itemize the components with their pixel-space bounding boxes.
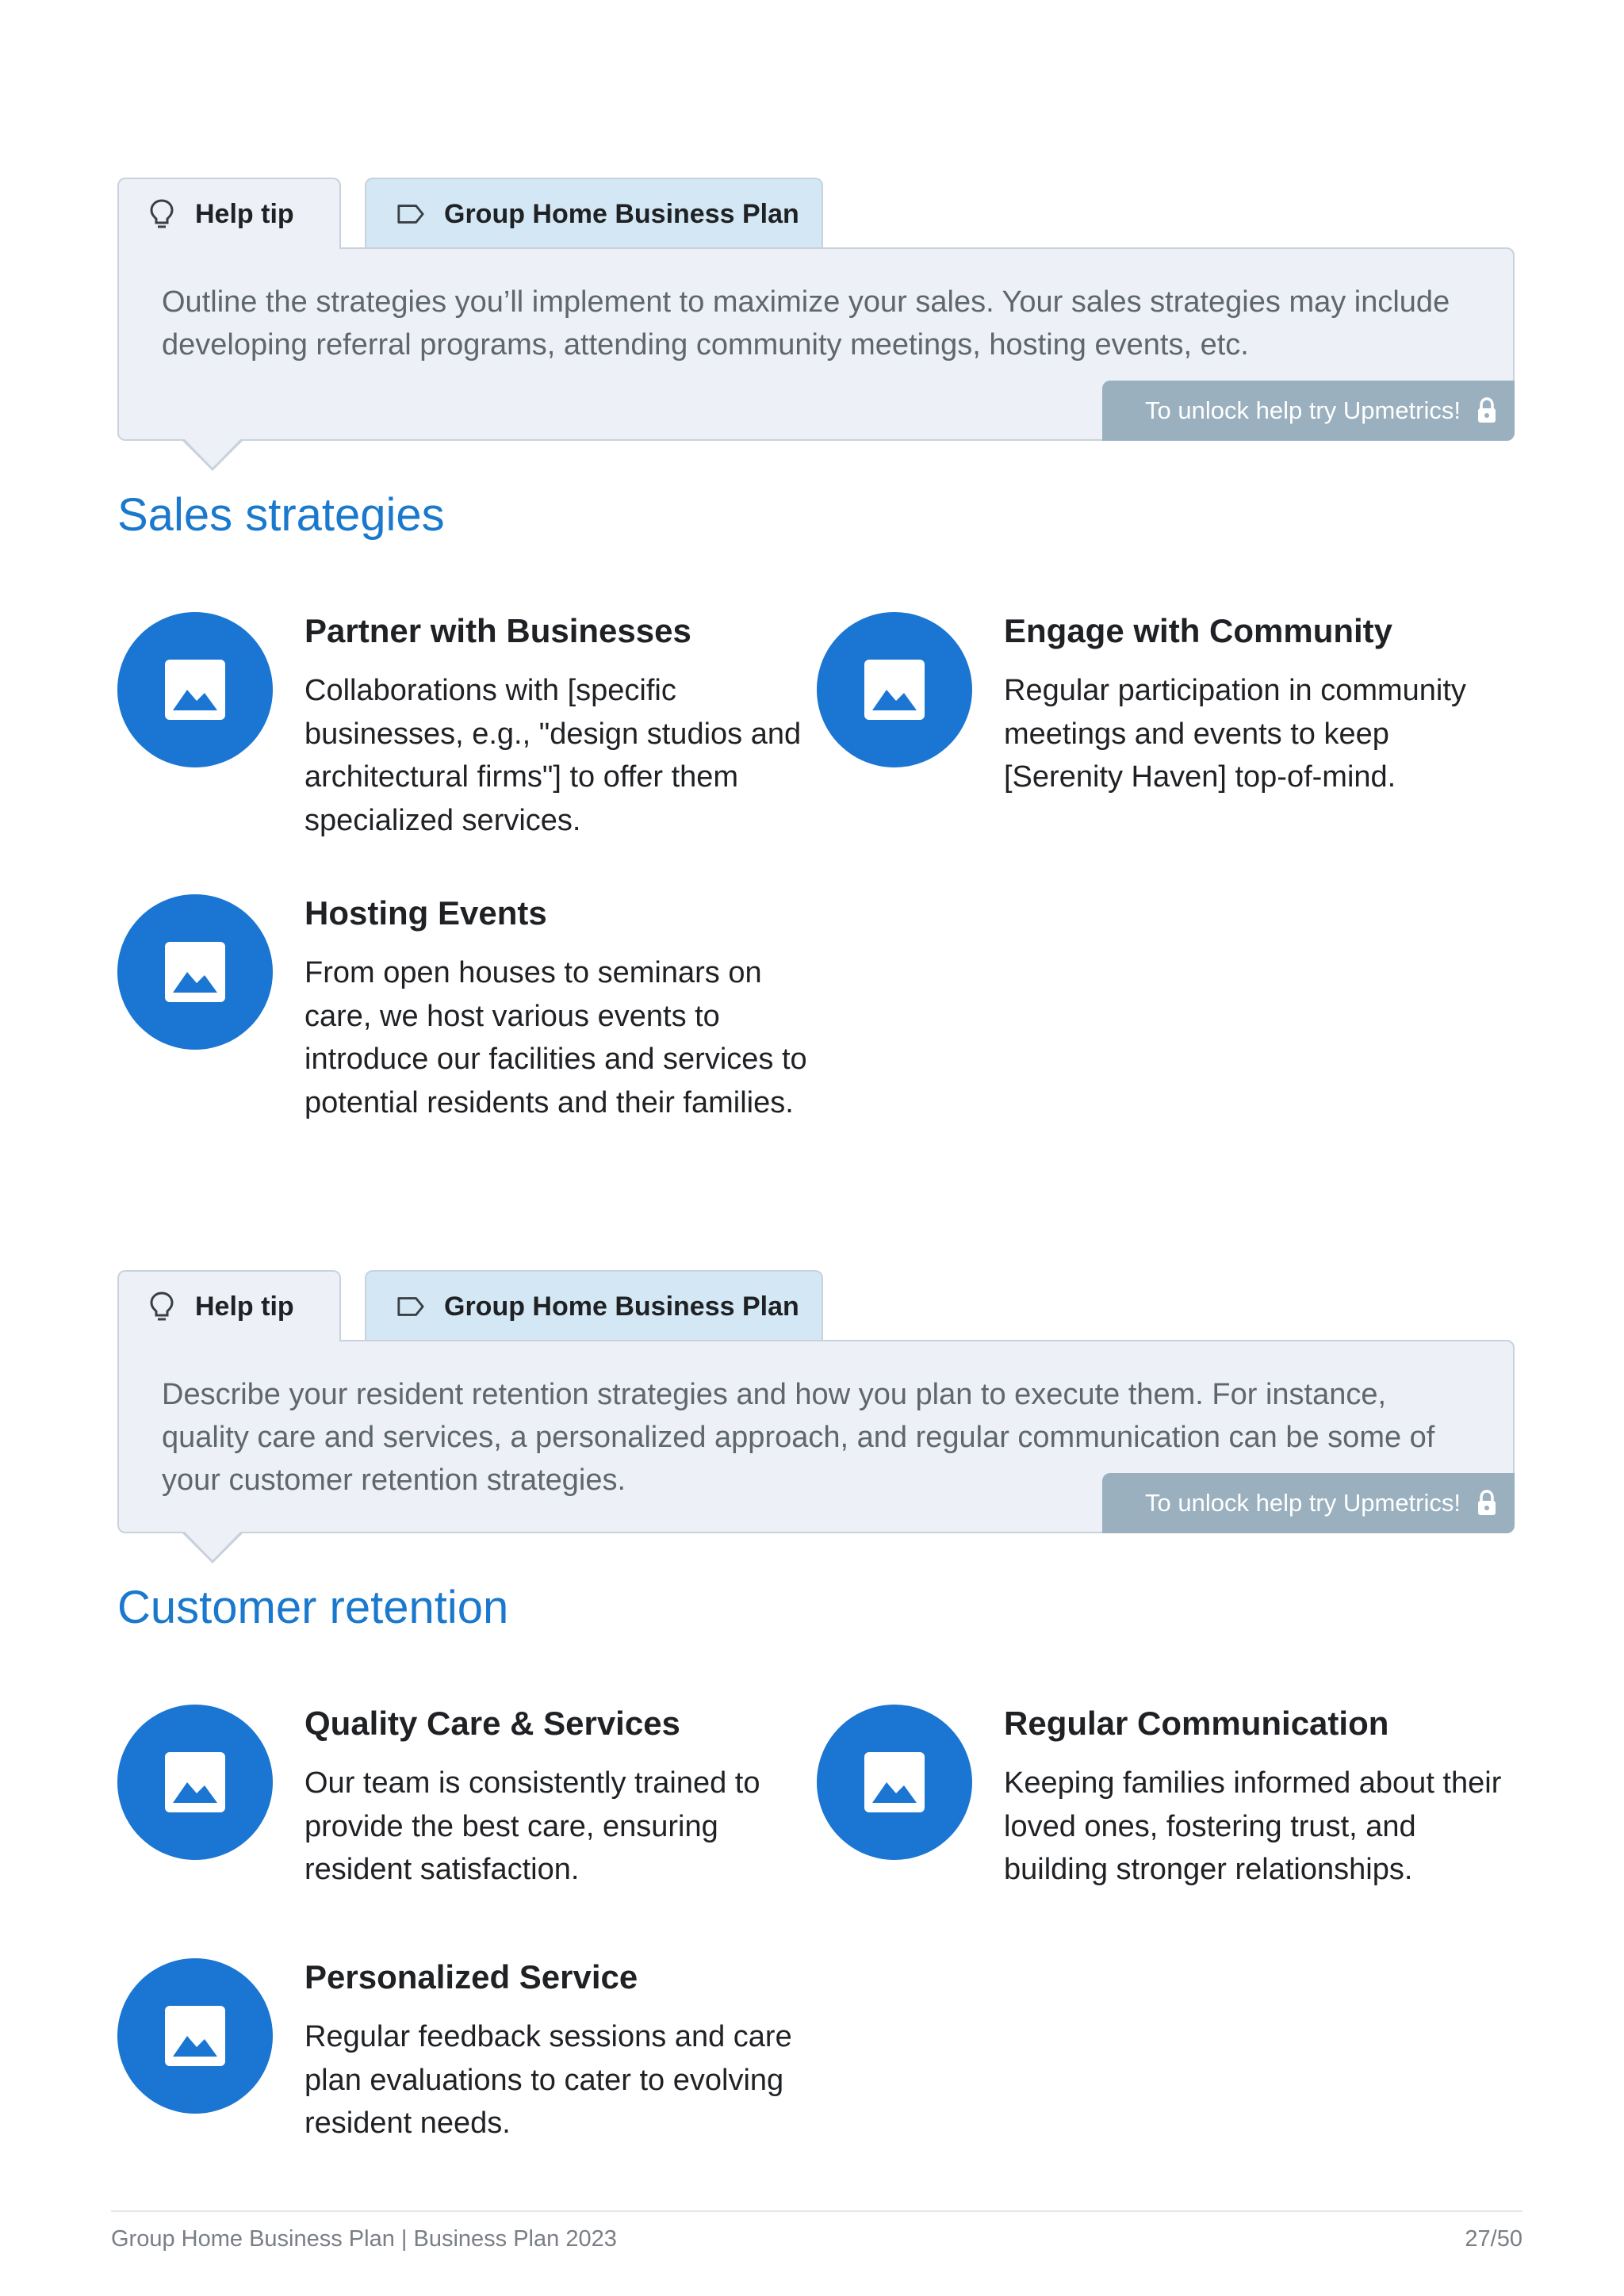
- lightbulb-icon: [147, 198, 176, 230]
- section-title-sales-strategies: Sales strategies: [117, 489, 445, 541]
- tab-help-tip[interactable]: [117, 178, 341, 249]
- image-icon: [117, 894, 273, 1050]
- footer-divider: [111, 2210, 1522, 2212]
- lightbulb-icon: [147, 1291, 176, 1322]
- help-tip-panel: [117, 247, 1515, 441]
- tab-business-plan-label: Group Home Business Plan: [444, 1291, 799, 1322]
- image-icon: [117, 1958, 273, 2114]
- footer-page-number: 27/50: [1465, 2226, 1522, 2252]
- unlock-help-label: To unlock help try Upmetrics!: [1145, 1489, 1461, 1517]
- tab-help-tip-label: Help tip: [195, 198, 294, 229]
- tab-business-plan-label: Group Home Business Plan: [444, 198, 799, 229]
- item-text: Keeping families informed about their loved ones, fostering trust, and building stronger relationships.: [1004, 1766, 1502, 1886]
- unlock-help-button[interactable]: [1102, 1473, 1515, 1533]
- item-text: Regular participation in community meetings and events to keep [Serenity Haven] top-of-mind.: [1004, 674, 1466, 794]
- image-icon: [117, 1705, 273, 1860]
- unlock-help-button[interactable]: [1102, 381, 1515, 441]
- footer-document-title: Group Home Business Plan | Business Plan 2023: [111, 2226, 617, 2252]
- unlock-help-label: To unlock help try Upmetrics!: [1145, 396, 1461, 424]
- help-tip-box: [117, 178, 1515, 444]
- lock-icon: [1475, 1490, 1499, 1517]
- tab-business-plan[interactable]: [365, 178, 823, 249]
- item-text: Collaborations with [specific businesses, e.g., "design studios and architectural firms"] to offer them specialized services.: [304, 674, 802, 837]
- lock-icon: [1475, 397, 1499, 424]
- tab-help-tip-label: Help tip: [195, 1291, 294, 1322]
- image-icon: [117, 612, 273, 767]
- image-icon: [817, 612, 972, 767]
- item-text: From open houses to seminars on care, we host various events to introduce our facilities and services to potential residents and their families.: [304, 956, 807, 1119]
- help-tip-box: [117, 1270, 1515, 1571]
- help-tip-panel: [117, 1340, 1515, 1533]
- help-tip-text: Describe your resident retention strategies and how you plan to execute them. For instance, quality care and services, a personalized approach, and regular communication can be some of your customer retention strategies.: [162, 1378, 1435, 1497]
- tab-business-plan[interactable]: [365, 1270, 823, 1341]
- help-tip-text: Outline the strategies you’ll implement to maximize your sales. Your sales strategies may include developing referral programs, attending community meetings, hosting events, etc.: [162, 285, 1450, 362]
- section-title-customer-retention: Customer retention: [117, 1582, 509, 1633]
- item-title: Hosting Events: [304, 894, 547, 932]
- image-icon: [817, 1705, 972, 1860]
- tab-help-tip[interactable]: [117, 1270, 341, 1341]
- tag-icon: [396, 198, 425, 230]
- item-title: Partner with Businesses: [304, 612, 691, 649]
- item-title: Personalized Service: [304, 1958, 638, 1996]
- item-text: Regular feedback sessions and care plan evaluations to cater to evolving resident needs.: [304, 2020, 792, 2140]
- item-title: Regular Communication: [1004, 1705, 1389, 1742]
- item-title: Quality Care & Services: [304, 1705, 680, 1742]
- item-title: Engage with Community: [1004, 612, 1393, 649]
- tag-icon: [396, 1291, 425, 1322]
- item-text: Our team is consistently trained to provide the best care, ensuring resident satisfaction.: [304, 1766, 760, 1886]
